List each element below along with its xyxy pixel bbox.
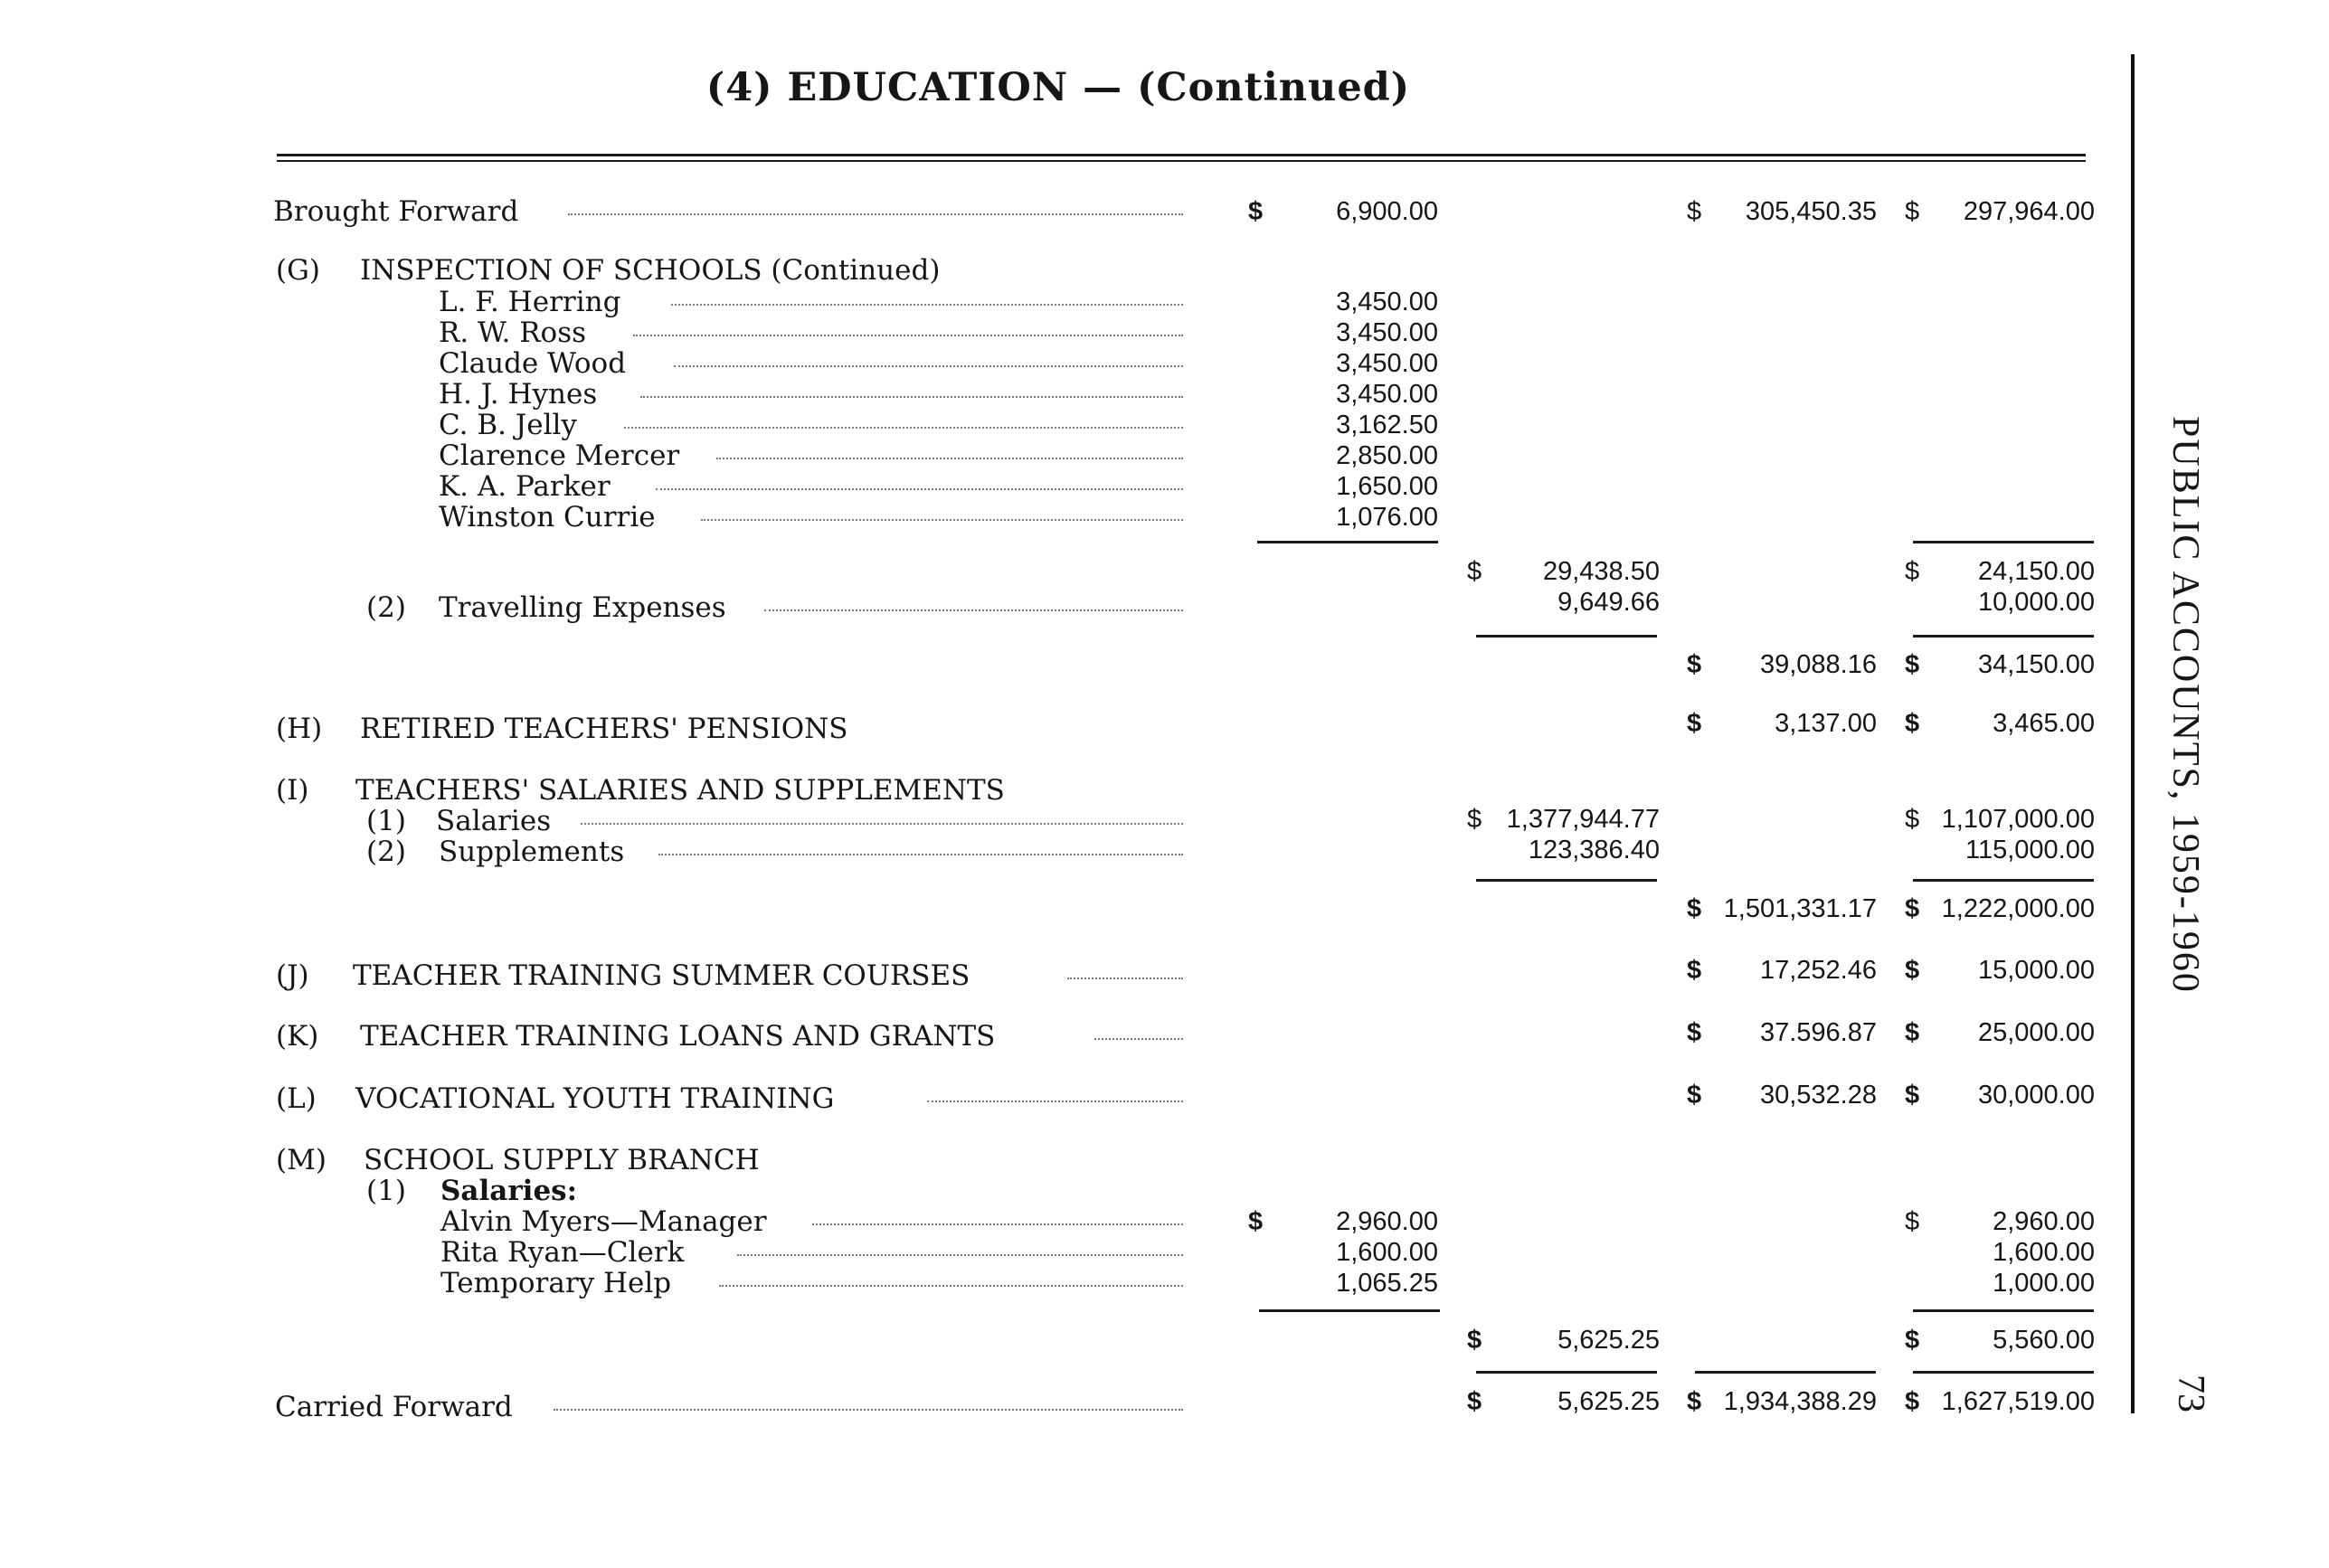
inspector-name: Winston Currie	[439, 501, 656, 534]
brought-forward-amount-4: 297,964.00	[1963, 197, 2095, 226]
section-m-total-row	[0, 1322, 2107, 1358]
travel-amount-2: 9,649.66	[1557, 588, 1660, 617]
inspector-name: Claude Wood	[439, 347, 627, 380]
inspector-name: C. B. Jelly	[439, 409, 577, 441]
section-h-amount-3: 3,137.00	[1775, 709, 1877, 738]
inspector-name: R. W. Ross	[439, 316, 587, 349]
currency-sign: $	[1905, 1326, 1920, 1355]
item-code: (2)	[366, 591, 406, 624]
section-title: TEACHER TRAINING LOANS AND GRANTS	[360, 1020, 996, 1053]
inspection-subtotal-2: 29,438.50	[1542, 557, 1660, 586]
section-i-total-row	[0, 891, 2107, 927]
section-k-row	[0, 1018, 2107, 1054]
section-title: INSPECTION OF SCHOOLS (Continued)	[360, 254, 941, 287]
inspector-amount: 3,450.00	[1336, 349, 1438, 378]
carried-forward-label: Carried Forward	[275, 1391, 513, 1423]
section-h-row	[0, 711, 2107, 747]
currency-sign: $	[1687, 1387, 1702, 1416]
subtotal-rule	[1259, 1309, 1440, 1312]
leader-dots	[624, 425, 1183, 429]
supplements-amount-2: 123,386.40	[1528, 836, 1660, 864]
section-g-total-row	[0, 647, 2107, 683]
leader-dots	[656, 486, 1183, 490]
section-k-amount-4: 25,000.00	[1977, 1018, 2095, 1047]
brought-forward-amount-1: 6,900.00	[1336, 197, 1438, 226]
staff-amount-1: 1,065.25	[1336, 1269, 1438, 1298]
section-l-amount-3: 30,532.28	[1759, 1081, 1877, 1110]
section-code: (K)	[276, 1020, 319, 1053]
leader-dots	[764, 608, 1183, 611]
inspection-subtotal-4: 24,150.00	[1977, 557, 2095, 586]
staff-amount-1: 1,600.00	[1336, 1238, 1438, 1267]
inspector-amount: 3,450.00	[1336, 288, 1438, 316]
brought-forward-amount-3: 305,450.35	[1745, 197, 1877, 226]
currency-sign: $	[1687, 197, 1702, 226]
leader-dots	[633, 333, 1183, 336]
brought-forward-row	[0, 194, 2107, 230]
subtotal-rule	[1476, 879, 1657, 882]
currency-sign: $	[1905, 1018, 1920, 1047]
section-i-total-3: 1,501,331.17	[1723, 894, 1877, 923]
section-code: (I)	[276, 774, 309, 807]
currency-sign: $	[1905, 650, 1920, 679]
leader-dots	[554, 1407, 1183, 1411]
item-label: Travelling Expenses	[439, 591, 726, 624]
section-j-amount-3: 17,252.46	[1759, 956, 1877, 985]
section-l-row	[0, 1081, 2107, 1117]
currency-sign: $	[1905, 197, 1920, 226]
section-m-total-4: 5,560.00	[1993, 1326, 2095, 1355]
inspector-amount: 3,450.00	[1336, 380, 1438, 409]
section-code: (J)	[276, 959, 309, 992]
subtotal-rule	[1913, 879, 2094, 882]
salaries-amount-2: 1,377,944.77	[1506, 805, 1660, 834]
staff-name: Rita Ryan—Clerk	[440, 1236, 685, 1269]
leader-dots	[716, 456, 1183, 459]
currency-sign: $	[1905, 1387, 1920, 1416]
staff-name: Alvin Myers—Manager	[440, 1205, 767, 1238]
travelling-expenses-row	[0, 590, 2107, 626]
section-g-heading	[0, 252, 2107, 288]
section-title: TEACHERS' SALARIES AND SUPPLEMENTS	[355, 774, 1005, 807]
inspector-row	[0, 499, 2107, 535]
currency-sign: $	[1467, 1326, 1482, 1355]
section-title: TEACHER TRAINING SUMMER COURSES	[353, 959, 970, 992]
salaries-amount-4: 1,107,000.00	[1941, 805, 2095, 834]
staff-row	[0, 1265, 2107, 1301]
subtotal-rule	[1913, 541, 2094, 543]
leader-dots	[701, 517, 1183, 521]
inspector-amount: 2,850.00	[1336, 441, 1438, 470]
staff-name: Temporary Help	[440, 1267, 672, 1299]
item-code: (1)	[366, 1175, 406, 1207]
carried-forward-amount-3: 1,934,388.29	[1723, 1387, 1877, 1416]
leader-dots	[640, 394, 1183, 398]
total-rule	[1476, 1371, 1657, 1374]
supplements-amount-4: 115,000.00	[1965, 836, 2095, 864]
section-k-amount-3: 37.596.87	[1759, 1018, 1877, 1047]
leader-dots	[674, 364, 1183, 367]
currency-sign: $	[1687, 956, 1702, 985]
carried-forward-amount-4: 1,627,519.00	[1941, 1387, 2095, 1416]
staff-amount-4: 1,600.00	[1993, 1238, 2095, 1267]
subtotal-rule	[1913, 1309, 2094, 1312]
inspector-name: K. A. Parker	[439, 470, 611, 503]
subtotal-rule	[1476, 635, 1657, 638]
inspector-amount: 1,076.00	[1336, 503, 1438, 532]
section-m-total-2: 5,625.25	[1557, 1326, 1660, 1355]
side-title: PUBLIC ACCOUNTS, 1959-1960	[2164, 416, 2206, 994]
subtotal-rule	[1913, 635, 2094, 638]
section-code: (H)	[276, 713, 323, 745]
staff-amount-4: 2,960.00	[1993, 1207, 2095, 1236]
margin-rule	[2131, 54, 2135, 1413]
staff-amount-1: 2,960.00	[1336, 1207, 1438, 1236]
supplements-row	[0, 834, 2107, 870]
section-code: (G)	[276, 254, 320, 287]
inspector-name: Clarence Mercer	[439, 439, 680, 472]
leader-dots	[568, 212, 1183, 215]
page-title: (4) EDUCATION — (Continued)	[705, 65, 1411, 110]
inspection-subtotal-row	[0, 553, 2107, 590]
currency-sign: $	[1467, 557, 1482, 586]
currency-sign: $	[1467, 805, 1482, 834]
currency-sign: $	[1905, 709, 1920, 738]
section-j-row	[0, 958, 2107, 994]
currency-sign: $	[1905, 805, 1920, 834]
section-i-total-4: 1,222,000.00	[1941, 894, 2095, 923]
total-rule	[1695, 1371, 1876, 1374]
total-rule	[1913, 1371, 2094, 1374]
inspector-name: H. J. Hynes	[439, 378, 598, 411]
currency-sign: $	[1687, 1018, 1702, 1047]
currency-sign: $	[1687, 1081, 1702, 1110]
page-number: 73	[2170, 1374, 2211, 1412]
leader-dots	[1094, 1036, 1183, 1040]
leader-dots	[1067, 976, 1183, 979]
leader-dots	[812, 1222, 1183, 1225]
currency-sign: $	[1687, 709, 1702, 738]
leader-dots	[581, 821, 1183, 825]
leader-dots	[737, 1252, 1183, 1256]
currency-sign: $	[1905, 557, 1920, 586]
item-label: Salaries:	[440, 1175, 578, 1207]
currency-sign: $	[1905, 1081, 1920, 1110]
section-title: RETIRED TEACHERS' PENSIONS	[360, 713, 848, 745]
carried-forward-row	[0, 1389, 2107, 1425]
leader-dots	[671, 302, 1183, 306]
item-label: Salaries	[436, 805, 552, 837]
staff-amount-4: 1,000.00	[1993, 1269, 2095, 1298]
item-label: Supplements	[439, 836, 625, 868]
inspector-amount: 1,650.00	[1336, 472, 1438, 501]
currency-sign: $	[1687, 894, 1702, 923]
section-g-total-4: 34,150.00	[1977, 650, 2095, 679]
carried-forward-amount-2: 5,625.25	[1557, 1387, 1660, 1416]
item-code: (1)	[366, 805, 406, 837]
inspector-name: L. F. Herring	[439, 286, 621, 318]
section-g-total-3: 39,088.16	[1759, 650, 1877, 679]
section-h-amount-4: 3,465.00	[1993, 709, 2095, 738]
currency-sign: $	[1248, 1207, 1264, 1236]
item-code: (2)	[366, 836, 406, 868]
brought-forward-label: Brought Forward	[273, 195, 519, 228]
header-rule-top	[277, 154, 2086, 156]
currency-sign: $	[1905, 956, 1920, 985]
section-title: VOCATIONAL YOUTH TRAINING	[355, 1082, 835, 1115]
currency-sign: $	[1905, 1207, 1920, 1236]
inspector-amount: 3,162.50	[1336, 411, 1438, 439]
section-code: (L)	[276, 1082, 317, 1115]
section-l-amount-4: 30,000.00	[1977, 1081, 2095, 1110]
currency-sign: $	[1248, 197, 1264, 226]
leader-dots	[658, 852, 1183, 855]
subtotal-rule	[1257, 541, 1438, 543]
currency-sign: $	[1905, 894, 1920, 923]
section-title: SCHOOL SUPPLY BRANCH	[364, 1144, 760, 1176]
currency-sign: $	[1467, 1387, 1482, 1416]
currency-sign: $	[1687, 650, 1702, 679]
leader-dots	[927, 1099, 1183, 1102]
section-code: (M)	[276, 1144, 327, 1176]
section-j-amount-4: 15,000.00	[1977, 956, 2095, 985]
inspector-amount: 3,450.00	[1336, 318, 1438, 347]
leader-dots	[719, 1283, 1183, 1287]
header-rule-bottom	[277, 160, 2086, 162]
travel-amount-4: 10,000.00	[1977, 588, 2095, 617]
